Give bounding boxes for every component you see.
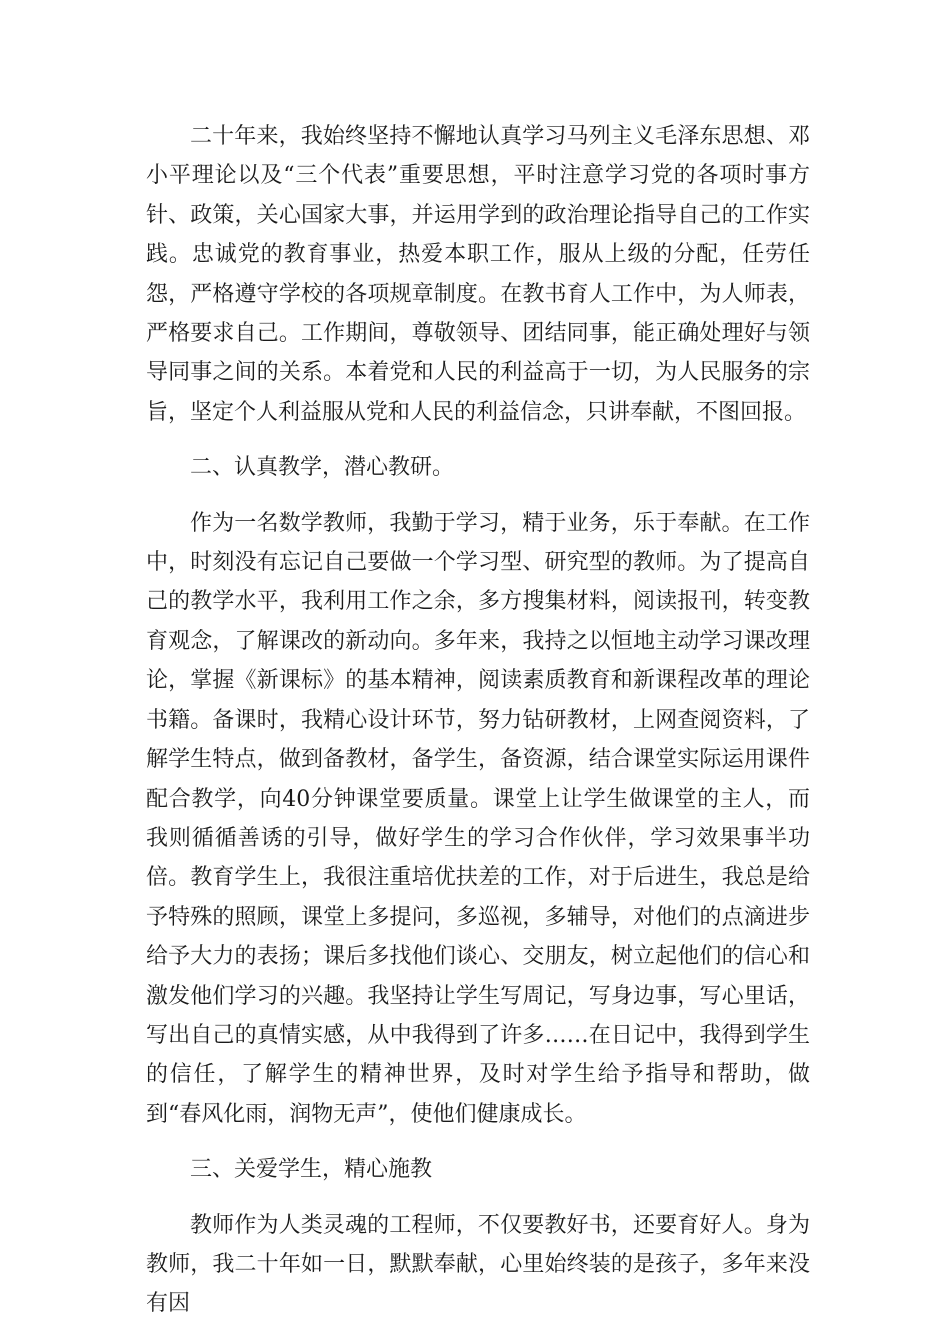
paragraph-caring-students: 教师作为人类灵魂的工程师，不仅要教好书，还要育好人。身为教师，我二十年如一日，默默奉献，心里始终装的是孩子，多年来没有因 bbox=[146, 1212, 810, 1317]
section-heading-caring: 三、关爱学生，精心施教 bbox=[190, 1157, 433, 1183]
paragraph-political-study: 二十年来，我始终坚持不懈地认真学习马列主义毛泽东思想、邓小平理论以及“三个代表”重要思想，平时注意学习党的各项时事方针、政策，关心国家大事，并运用学到的政治理论指导自己的工作实践。忠诚党的教育事业，热爱本职工作，服从上级的分配，任劳任怨，严格遵守学校的各项规章制度。在教书育人工作中，为人师表，严格要求自己。工作期间，尊敬领导、团结同事，能正确处理好与领导同事之间的关系。本着党和人民的利益高于一切，为人民服务的宗旨，坚定个人利益服从党和人民的利益信念，只讲奉献，不图回报。 bbox=[146, 124, 810, 425]
document-page bbox=[146, 117, 810, 1324]
section-heading-teaching: 二、认真教学，潜心教研。 bbox=[190, 455, 455, 481]
paragraph-teaching-research: 作为一名数学教师，我勤于学习，精于业务，乐于奉献。在工作中，时刻没有忘记自己要做一个学习型、研究型的教师。为了提高自己的教学水平，我利用工作之余，多方搜集材料，阅读报刊，转变教育观念，了解课改的新动向。多年来，我持之以恒地主动学习课改理论，掌握《新课标》的基本精神，阅读素质教育和新课程改革的理论书籍。备课时，我精心设计环节，努力钻研教材，上网查阅资料，了解学生特点，做到备教材，备学生，备资源，结合课堂实际运用课件配合教学，向40分钟课堂要质量。课堂上让学生做课堂的主人，而我则循循善诱的引导，做好学生的学习合作伙伴，学习效果事半功倍。教育学生上，我很注重培优扶差的工作，对于后进生，我总是给予特殊的照顾，课堂上多提问，多巡视，多辅导，对他们的点滴进步给予大力的表扬；课后多找他们谈心、交朋友，树立起他们的信心和激发他们学习的兴趣。我坚持让学生写周记，写身边事，写心里话，写出自己的真情实感，从中我得到了许多……在日记中，我得到学生的信任，了解学生的精神世界，及时对学生给予指导和帮助，做到“春风化雨，润物无声”，使他们健康成长。 bbox=[146, 510, 810, 1127]
